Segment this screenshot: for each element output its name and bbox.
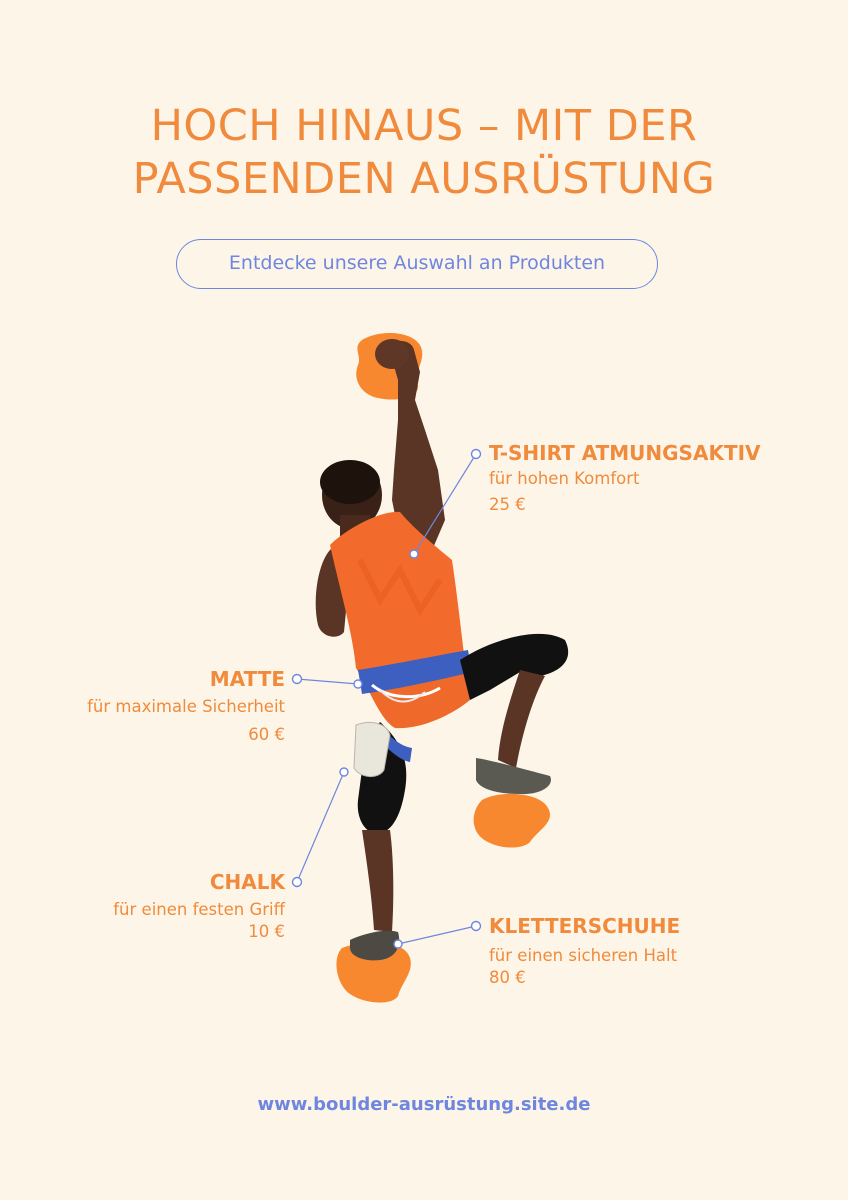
leader-chalk (297, 772, 344, 882)
product-kletterschuhe (489, 913, 680, 989)
title-line-1: HOCH HINAUS – MIT DER (150, 101, 698, 151)
product-chalk (20, 869, 285, 943)
leader-shoes (398, 926, 476, 944)
product-price: 25 € (489, 495, 526, 514)
chalk-bag (354, 722, 390, 776)
product-tshirt (489, 440, 761, 518)
product-name: T-SHIRT ATMUNGSAKTIV (489, 441, 761, 465)
product-desc: für maximale Sicherheit (87, 697, 285, 716)
footer-url-link[interactable]: www.boulder-ausrüstung.site.de (257, 1094, 591, 1115)
product-price: 80 € (489, 968, 526, 987)
product-price: 60 € (248, 725, 285, 744)
hold-right (474, 794, 550, 848)
product-price: 10 € (248, 922, 285, 941)
tshirt (330, 512, 466, 676)
product-desc: für einen festen Griff (113, 900, 285, 919)
products-pill-button[interactable]: Entdecke unsere Auswahl an Produkten (176, 239, 658, 289)
title-line-2: PASSENDEN AUSRÜSTUNG (132, 154, 716, 204)
leader-matte (297, 679, 358, 684)
product-name: CHALK (209, 870, 285, 894)
product-matte (20, 666, 285, 748)
product-name: KLETTERSCHUHE (489, 914, 681, 938)
product-name: MATTE (209, 667, 285, 691)
product-desc: für einen sicheren Halt (489, 946, 678, 965)
product-desc: für hohen Komfort (489, 469, 640, 488)
